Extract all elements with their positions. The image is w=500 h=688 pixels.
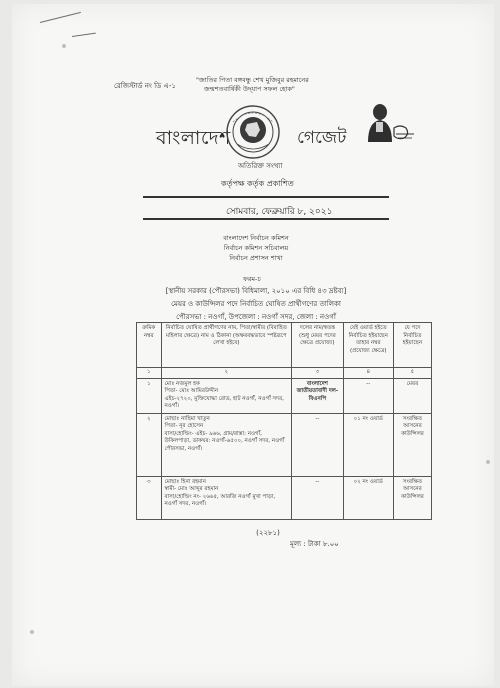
column-number: ২	[161, 368, 292, 379]
table-row	[137, 476, 432, 519]
header-name: নির্বাচিত ঘোষিত প্রার্থীগণের নাম, পিতা/স্বামীর (বিবাহিত মহিলার ক্ষেত্রে) নাম ও ঠিকানা (অক্ষরবদ্ধভাবে স্পষ্টরূপে লেখা হইবে)	[161, 323, 292, 368]
row-serial: ৩	[137, 476, 162, 519]
scan-mark	[72, 33, 96, 37]
candidate-father: পিতা- মোঃ আমিরউদ্দীন	[164, 388, 219, 394]
candidate-name: মোঃ নজমুল হক	[164, 380, 200, 387]
row-serial: ১	[137, 378, 162, 413]
rules-reference: [স্থানীয় সরকার (পৌরসভা) বিধিমালা, ২০১০ এর বিধি ৪৩ দ্রষ্টব্য]	[165, 287, 347, 295]
motto-line: জন্মশতবার্ষিকী উদ্‌যাপ সফল হোক"	[204, 85, 295, 93]
branch-name: নির্বাচন প্রশাসন শাখা	[229, 254, 283, 262]
punch-hole	[62, 44, 66, 48]
registration-number: রেজিস্টার্ড নং ডি এ-১	[114, 82, 176, 90]
page-number: (২২৮১)	[256, 529, 280, 537]
column-number-row	[137, 368, 432, 379]
row-candidate	[161, 378, 292, 413]
candidates-table	[136, 322, 432, 520]
column-number: ৫	[393, 368, 431, 379]
location-line: পৌরসভা : নওগাঁ, উপজেলা : নওগাঁ সদর, জেলা : নওগাঁ	[176, 313, 336, 321]
row-ward: ০১ নং ওয়ার্ড	[343, 413, 393, 476]
mujib-portrait-icon	[364, 100, 416, 146]
punch-hole	[30, 630, 34, 634]
row-party: --	[292, 476, 343, 519]
commission-block	[156, 233, 356, 263]
issue-date: সোমবার, ফেব্রুয়ারি ৮, ২০২১	[226, 207, 333, 217]
row-post: সংরক্ষিত আসনের কাউন্সিলর	[393, 413, 431, 476]
extra-issue: অতিরিক্ত সংখ্যা	[238, 162, 283, 170]
punch-hole	[486, 460, 490, 464]
gazette-title-left: বাংলাদেশ	[156, 127, 231, 149]
gazette-title-right: গেজেট	[297, 128, 347, 148]
header-party: দলের নাম/স্বতন্ত্র (শুধু মেয়র পদের ক্ষেত্রে প্রযোজ্য)	[292, 323, 343, 368]
column-number: ৪	[343, 368, 393, 379]
divider	[143, 218, 389, 220]
candidate-name: মোছাঃ নাছিমা খাতুন	[164, 415, 210, 422]
candidate-father: পিতা- নূর হোসেন	[164, 423, 204, 429]
row-ward: --	[343, 378, 393, 413]
candidate-address: বাসা/হোল্ডিং নং- ২৬৬৫, আরজি নওগাঁ মুখা পাড়া, নওগাঁ সদর, নওগাঁ।	[164, 493, 276, 507]
row-serial: ২	[137, 413, 162, 476]
column-number: ৩	[292, 368, 343, 379]
table-row	[137, 378, 432, 413]
scan-mark	[40, 12, 81, 23]
commission-name: বাংলাদেশ নির্বাচন কমিশন	[223, 234, 289, 242]
candidate-father: স্বামী- মোঃ আব্দুর রহমান	[164, 486, 219, 492]
secretariat-name: নির্বাচন কমিশন সচিবালয়	[223, 244, 289, 252]
row-candidate	[161, 413, 292, 476]
row-candidate	[161, 476, 292, 519]
row-post: মেয়র	[393, 378, 431, 413]
published-by: কর্তৃপক্ষ কর্তৃক প্রকাশিত	[221, 179, 294, 188]
table-header-row	[137, 323, 432, 368]
candidate-name: মোছাঃ হিনা রহমান	[164, 478, 206, 485]
government-seal-icon	[223, 104, 283, 160]
list-title: মেয়র ও কাউন্সিলর পদে নির্বাচিত ঘোষিত প্রার্থীগণের তালিকা	[171, 300, 341, 308]
row-ward: ০২ নং ওয়ার্ড	[343, 476, 393, 519]
row-party: বাংলাদেশ জাতীয়তাবাদী দল-বিএনপি	[292, 378, 343, 413]
candidate-address: এইচ-২৭২০, মুক্তিযোদ্ধা রোড, হাট নওগাঁ, নওগাঁ সদর, নওগাঁ।	[164, 395, 284, 409]
header-serial: ক্রমিক নম্বর	[137, 323, 162, 368]
row-post: সংরক্ষিত আসনের কাউন্সিলর	[393, 476, 431, 519]
price: মূল্য : টাকা ৮.০০	[290, 540, 339, 548]
header-ward: যেই ওয়ার্ড হইতে নির্বাচিত হইয়াছেন তাহার নম্বর (প্রযোজ্য ক্ষেত্রে)	[343, 323, 393, 368]
header-post: যে পদে নির্বাচিত হইয়াছেন	[393, 323, 431, 368]
column-number: ১	[137, 368, 162, 379]
row-party: --	[292, 413, 343, 476]
table-row	[137, 413, 432, 476]
divider	[143, 196, 389, 198]
candidate-address: বাসা/হোল্ডিং- এইচ- ৯৬৬, গ্রাম/রাস্তা: নওগাঁ, উকিলপাড়া, ডাকঘর: নওগাঁ-৬৫০০, নওগাঁ সদর, নওগাঁ পৌরসভা, নওগাঁ।	[164, 430, 285, 452]
form-label: ফরম-চ	[243, 275, 261, 283]
motto	[196, 76, 336, 94]
motto-line: "জাতির পিতা বঙ্গবন্ধু শেখ মুজিবুর রহমানের	[196, 76, 309, 84]
